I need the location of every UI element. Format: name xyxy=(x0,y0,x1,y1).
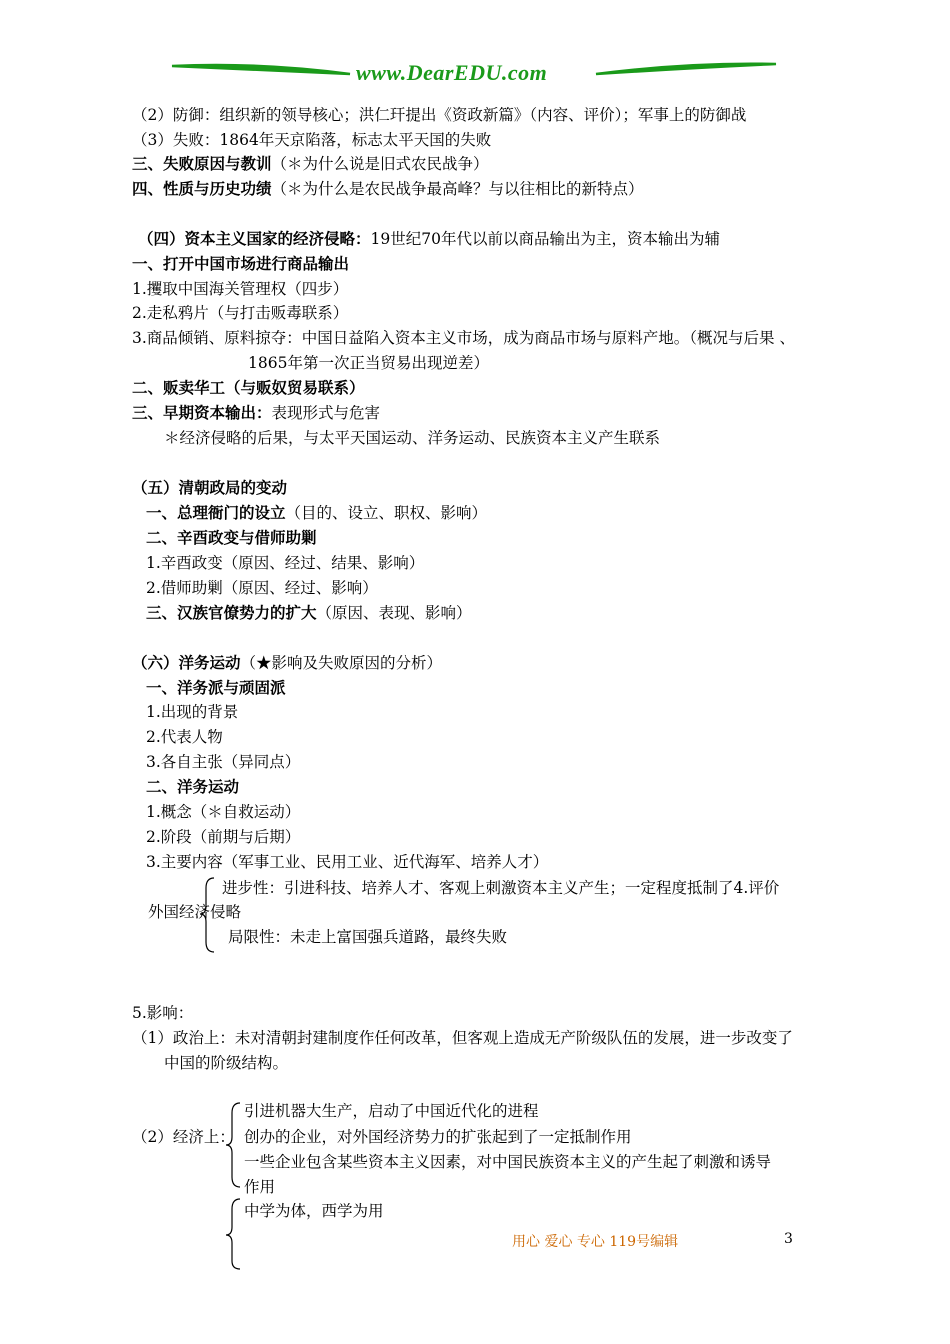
text-line xyxy=(146,502,487,524)
bold-heading: 四、性质与历史功绩 xyxy=(132,179,272,198)
line-text: 2.阶段（前期与后期） xyxy=(146,828,301,846)
line-note: （★影响及失败原因的分析） xyxy=(240,654,443,672)
line-text: 中国的阶级结构。 xyxy=(164,1054,289,1072)
line-text: 局限性：未走上富国强兵道路，最终失败 xyxy=(228,928,508,946)
line-text: 3.主要内容（军事工业、民用工业、近代海军、培养人才） xyxy=(146,853,549,871)
line-text: 2.代表人物 xyxy=(146,728,223,746)
line-text: 1.攫取中国海关管理权（四步） xyxy=(132,280,349,298)
text-line xyxy=(164,1052,288,1074)
line-text: 2.走私鸦片（与打击贩毒联系） xyxy=(132,304,349,322)
line-text: 1.出现的背景 xyxy=(146,703,239,721)
text-line xyxy=(132,477,287,499)
text-line xyxy=(146,726,223,748)
bold-heading: 二、辛酉政变与借师助剿 xyxy=(146,528,317,547)
text-line xyxy=(132,1027,793,1049)
footer-slogan: 用心 爱心 专心 119号编辑 xyxy=(512,1234,679,1250)
line-note: （＊为什么是农民战争最高峰？与以往相比的新特点） xyxy=(271,180,644,198)
text-line xyxy=(132,253,349,275)
bold-heading: （六）洋务运动 xyxy=(132,653,241,672)
text-line xyxy=(132,652,442,674)
line-text: 作用 xyxy=(244,1178,276,1196)
text-line xyxy=(222,877,779,899)
text-line xyxy=(132,1002,193,1024)
site-banner-text: www.DearEDU.com xyxy=(356,60,548,85)
line-note: 表现形式与危害 xyxy=(271,404,381,422)
line-text: 外国经济侵略 xyxy=(148,903,242,921)
line-note: （原因、表现、影响） xyxy=(316,604,472,622)
line-note: 19世纪70年代以前以商品输出为主，资本输出为辅 xyxy=(370,230,720,248)
text-line xyxy=(244,1200,384,1222)
bold-heading: 三、早期资本输出： xyxy=(132,403,272,422)
text-line xyxy=(146,776,239,798)
line-text: 进步性：引进科技、培养人才、客观上刺激资本主义产生；一定程度抵制了4.评价 xyxy=(222,879,780,897)
text-line xyxy=(244,1126,632,1148)
text-line xyxy=(132,278,348,300)
text-line xyxy=(146,801,300,823)
brace-economy xyxy=(226,1101,246,1191)
text-line xyxy=(132,302,348,324)
text-line xyxy=(132,402,380,424)
line-text: ＊经济侵略的后果，与太平天国运动、洋务运动、民族资本主义产生联系 xyxy=(164,429,661,447)
text-line xyxy=(146,602,472,624)
text-line xyxy=(132,1126,235,1148)
text-line xyxy=(146,677,286,699)
text-line xyxy=(132,327,795,349)
text-line xyxy=(248,352,489,374)
line-text: （1）政治上：未对清朝封建制度作任何改革，但客观上造成无产阶级队伍的发展，进一步改变了 xyxy=(132,1029,793,1047)
bold-heading: 三、汉族官僚势力的扩大 xyxy=(146,603,317,622)
line-text: 1.辛酉政变（原因、经过、结果、影响） xyxy=(146,554,425,572)
text-line xyxy=(148,901,241,923)
text-line xyxy=(146,826,300,848)
line-text: （3）失败：1864年天京陷落，标志太平天国的失败 xyxy=(132,131,492,149)
line-text: （2）防御：组织新的领导核心；洪仁玕提出《资政新篇》（内容、评价）；军事上的防御战 xyxy=(132,106,747,124)
text-line xyxy=(244,1151,771,1173)
line-text: 5.影响： xyxy=(132,1004,194,1022)
line-text: 一些企业包含某些资本主义因素，对中国民族资本主义的产生起了刺激和诱导 xyxy=(244,1153,772,1171)
bold-heading: 一、洋务派与顽固派 xyxy=(146,678,286,697)
text-line xyxy=(146,701,238,723)
bold-heading: 三、失败原因与教训 xyxy=(132,154,272,173)
bold-heading: 一、打开中国市场进行商品输出 xyxy=(132,254,350,273)
text-line xyxy=(132,153,489,175)
line-text: 2.借师助剿（原因、经过、影响） xyxy=(146,579,378,597)
bold-heading: （四）资本主义国家的经济侵略： xyxy=(138,229,371,248)
text-line xyxy=(244,1176,275,1198)
line-note: （目的、设立、职权、影响） xyxy=(285,504,488,522)
banner-left-swoosh xyxy=(172,65,350,74)
text-line xyxy=(164,427,660,449)
text-line xyxy=(146,552,424,574)
line-text: 中学为体，西学为用 xyxy=(244,1202,384,1220)
banner-right-swoosh xyxy=(596,64,776,74)
line-text: 3.各自主张（异同点） xyxy=(146,753,301,771)
bold-heading: （五）清朝政局的变动 xyxy=(132,478,288,497)
text-line xyxy=(138,228,720,250)
line-note: （＊为什么说是旧式农民战争） xyxy=(271,155,489,173)
text-line xyxy=(228,926,507,948)
bold-heading: 一、总理衙门的设立 xyxy=(146,503,286,522)
text-line xyxy=(132,178,644,200)
page-number: 3 xyxy=(784,1231,793,1247)
line-text: 创办的企业，对外国经济势力的扩张起到了一定抵制作用 xyxy=(244,1128,632,1146)
line-text: 引进机器大生产，启动了中国近代化的进程 xyxy=(244,1102,539,1120)
line-text: （2）经济上： xyxy=(132,1128,235,1146)
text-line xyxy=(146,577,378,599)
brace-evaluation xyxy=(200,876,220,956)
line-text: 1.概念（＊自救运动） xyxy=(146,803,301,821)
brace-culture xyxy=(226,1197,246,1277)
text-line xyxy=(146,527,317,549)
text-line xyxy=(244,1100,539,1122)
text-line xyxy=(132,104,746,126)
bold-heading: 二、贩卖华工（与贩奴贸易联系） xyxy=(132,378,365,397)
text-line xyxy=(132,129,491,151)
line-text: 3.商品倾销、原料掠夺：中国日益陷入资本主义市场，成为商品市场与原料产地。（概况与后果 、 xyxy=(132,329,795,347)
text-line xyxy=(146,751,300,773)
text-line xyxy=(146,851,548,873)
line-text: 1865年第一次正当贸易出现逆差） xyxy=(248,354,489,372)
bold-heading: 二、洋务运动 xyxy=(146,777,240,796)
text-line xyxy=(132,377,365,399)
